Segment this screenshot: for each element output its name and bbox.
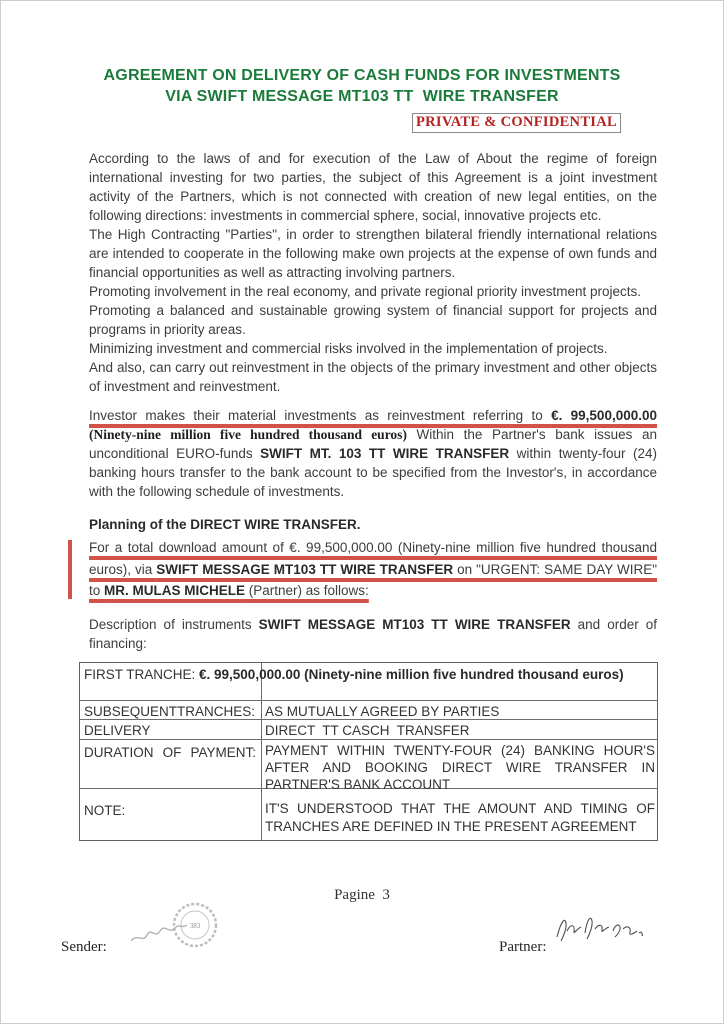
partner-name: MR. MULAS MICHELE — [104, 583, 246, 598]
first-tranche-value: €. 99,500,000.00 (Ninety-nine million five hundred thousand euros) — [199, 666, 624, 682]
duration-of-payment-value: PAYMENT WITHIN TWENTY-FOUR (24) BANKING HOUR'S AFTER AND BOOKING DIRECT WIRE TRANSFER IN PARTNER'S BANK ACCOUNT — [265, 742, 655, 792]
document-title-line2: VIA SWIFT MESSAGE MT103 TT WIRE TRANSFER — [165, 88, 559, 105]
table-row-border-1 — [80, 700, 657, 701]
table-row-first-tranche — [80, 666, 653, 684]
page-number: Pagine 3 — [334, 887, 390, 903]
partner-signature-image — [551, 907, 655, 949]
document-body — [84, 149, 658, 841]
delivery-value-text: DIRECT TT CASCH TRANSFER — [265, 722, 470, 738]
note-value: IT'S UNDERSTOOD THAT THE AMOUNT AND TIMING OF TRANCHES ARE DEFINED IN THE PRESENT AGREEMENT — [265, 800, 655, 834]
total-text: For a total download amount of €. 99,500,000.00 (Ninety-nine million five hundred thousand euros), via — [89, 540, 657, 577]
seal-stamp-icon — [127, 895, 231, 959]
document-title — [21, 65, 703, 107]
swift-message-label: SWIFT MESSAGE MT103 TT WIRE TRANSFER — [156, 561, 454, 577]
paragraph-investor-amount — [89, 406, 657, 501]
table-column-divider — [261, 663, 262, 840]
svg-text:383: 383 — [189, 922, 201, 930]
total-text3: (Partner) as follows: — [245, 583, 369, 598]
confidential-stamp — [412, 113, 621, 133]
swift-instrument: SWIFT MT. 103 TT WIRE TRANSFER — [260, 446, 510, 461]
note-label: NOTE: — [84, 802, 126, 818]
amount-figure: €. 99,500,000.00 — [551, 408, 657, 423]
sender-label: Sender: — [61, 939, 107, 955]
first-tranche-label: FIRST TRANCHE: — [84, 666, 200, 682]
paragraph-parties: The High Contracting "Parties", in order to strengthen bilateral friendly international relations are intended to cooperate in the following make own projects at the expense of own funds and financial opportunities as well as attracting involving partners. — [89, 227, 657, 280]
red-underlined-amount — [89, 408, 657, 423]
financing-table — [79, 662, 658, 841]
table-row-border-3 — [80, 739, 657, 740]
paragraph-minimizing: Minimizing investment and commercial risks involved in the implementation of projects. — [89, 341, 608, 356]
paragraph-total-amount — [89, 537, 657, 602]
investor-text: Investor makes their material investments as reinvestment referring to — [89, 408, 552, 423]
description-text: Description of instruments — [89, 616, 259, 632]
subsequent-tranches-label: SUBSEQUENTTRANCHES: — [84, 703, 256, 719]
delivery-value — [265, 722, 470, 739]
planning-heading: Planning of the DIRECT WIRE TRANSFER. — [89, 517, 361, 532]
investor-text2: Within the Partner's bank issues an unconditional EURO-funds — [89, 427, 657, 461]
paragraph-description — [89, 615, 657, 653]
document-title-line1: AGREEMENT ON DELIVERY OF CASH FUNDS FOR INVESTMENTS — [103, 67, 621, 84]
confidential-label: PRIVATE & CONFIDENTIAL — [415, 114, 617, 130]
duration-of-payment-label: DURATION OF PAYMENT: — [84, 744, 256, 760]
subsequent-tranches-value: AS MUTUALLY AGREED BY PARTIES — [265, 703, 500, 719]
partner-label: Partner: — [499, 939, 547, 955]
description-swift: SWIFT MESSAGE MT103 TT WIRE TRANSFER — [258, 616, 571, 632]
paragraph-reinvestment: And also, can carry out reinvestment in the objects of the primary investment and other objects of investment and reinvestment. — [89, 360, 657, 394]
investor-text3: within twenty-four (24) banking hours transfer to the bank account to be specified from the Investor's, in accordance with the following schedule of investments. — [89, 446, 657, 499]
description-text2: and order of financing: — [89, 616, 658, 651]
red-annotation-bar — [68, 540, 72, 599]
paragraph-preamble: According to the laws of and for execution of the Law of About the regime of foreign international investing for two parties, the subject of this Agreement is a joint investment activity of the Partners, which is not connected with creation of new legal entities, on the following directions: investments in commercial sphere, social, innovative projects etc. — [89, 151, 657, 223]
paragraph-promoting-involvement: Promoting involvement in the real economy, and private regional priority investment projects. — [89, 284, 642, 299]
red-underlined-total — [89, 540, 657, 598]
delivery-label: DELIVERY — [84, 722, 151, 738]
total-text2: on "URGENT: SAME DAY WIRE" to — [89, 561, 657, 598]
paragraph-promoting-balanced: Promoting a balanced and sustainable growing system of financial support for projects and programs in priority areas. — [89, 303, 657, 337]
amount-words: (Ninety-nine million five hundred thousand euros) — [89, 427, 407, 442]
